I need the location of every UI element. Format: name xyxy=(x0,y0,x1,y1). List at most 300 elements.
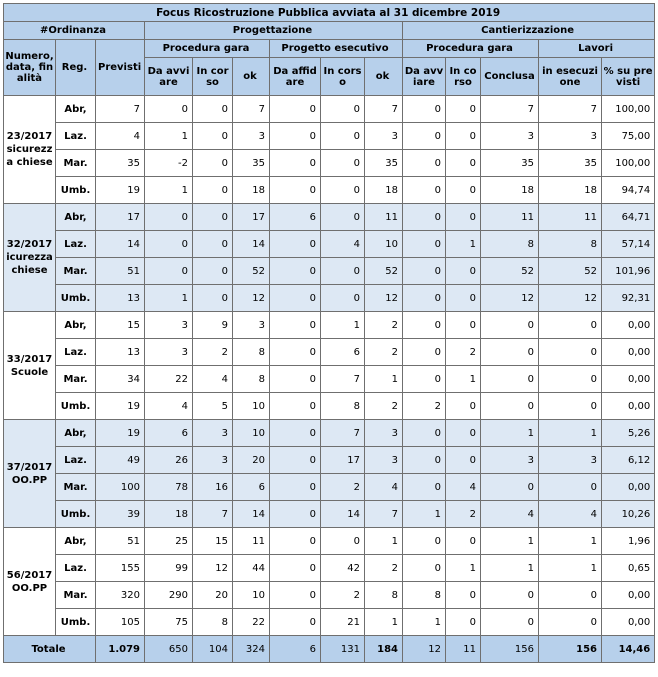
value-cell: 0 xyxy=(321,528,365,555)
region-cell: Mar. xyxy=(56,150,96,177)
total-value: 11 xyxy=(446,636,481,663)
table-row xyxy=(4,123,655,150)
value-cell: 92,31 xyxy=(602,285,655,312)
ok-header: ok xyxy=(233,58,270,96)
value-cell: 78 xyxy=(145,474,193,501)
value-cell: 0 xyxy=(193,258,233,285)
value-cell: 0 xyxy=(446,123,481,150)
ordinanza-label: 32/2017 icurezza chiese xyxy=(4,204,56,312)
value-cell: 0 xyxy=(321,285,365,312)
value-cell: 0 xyxy=(193,96,233,123)
value-cell: 0 xyxy=(403,474,446,501)
value-cell: 0 xyxy=(403,150,446,177)
value-cell: 0 xyxy=(193,177,233,204)
value-cell: 0 xyxy=(193,123,233,150)
value-cell: 12 xyxy=(193,555,233,582)
value-cell: 0 xyxy=(403,447,446,474)
value-cell: 10 xyxy=(233,420,270,447)
value-cell: 0 xyxy=(270,528,321,555)
total-value: 12 xyxy=(403,636,446,663)
value-cell: 0,65 xyxy=(602,555,655,582)
value-cell: 7 xyxy=(539,96,602,123)
value-cell: 0 xyxy=(539,339,602,366)
value-cell: 3 xyxy=(365,447,403,474)
ordinanza-header: #Ordinanza xyxy=(4,22,145,40)
value-cell: 2 xyxy=(365,555,403,582)
value-cell: 0,00 xyxy=(602,339,655,366)
value-cell: 8 xyxy=(193,609,233,636)
value-cell: 0 xyxy=(145,96,193,123)
value-cell: 0 xyxy=(539,312,602,339)
value-cell: 35 xyxy=(539,150,602,177)
value-cell: 4 xyxy=(96,123,145,150)
value-cell: 1 xyxy=(446,366,481,393)
value-cell: 22 xyxy=(233,609,270,636)
value-cell: 5,26 xyxy=(602,420,655,447)
value-cell: 0 xyxy=(481,339,539,366)
value-cell: 0 xyxy=(270,177,321,204)
value-cell: 0 xyxy=(403,96,446,123)
value-cell: 4 xyxy=(321,231,365,258)
value-cell: 13 xyxy=(96,339,145,366)
value-cell: 0 xyxy=(270,420,321,447)
value-cell: 0 xyxy=(481,582,539,609)
value-cell: 290 xyxy=(145,582,193,609)
value-cell: 0 xyxy=(270,285,321,312)
total-value: 131 xyxy=(321,636,365,663)
table-row xyxy=(4,582,655,609)
region-cell: Mar. xyxy=(56,582,96,609)
value-cell: 0 xyxy=(403,420,446,447)
value-cell: 52 xyxy=(481,258,539,285)
table-row xyxy=(4,204,655,231)
value-cell: 4 xyxy=(365,474,403,501)
table-row xyxy=(4,231,655,258)
value-cell: 155 xyxy=(96,555,145,582)
value-cell: 12 xyxy=(233,285,270,312)
conclusa-header: Conclusa xyxy=(481,58,539,96)
value-cell: 22 xyxy=(145,366,193,393)
total-value: 650 xyxy=(145,636,193,663)
value-cell: 0 xyxy=(270,150,321,177)
value-cell: 7 xyxy=(365,96,403,123)
value-cell: 44 xyxy=(233,555,270,582)
total-value: 156 xyxy=(481,636,539,663)
value-cell: 20 xyxy=(193,582,233,609)
value-cell: 52 xyxy=(365,258,403,285)
value-cell: 0 xyxy=(446,312,481,339)
region-cell: Umb. xyxy=(56,393,96,420)
total-value: 1.079 xyxy=(96,636,145,663)
region-cell: Laz. xyxy=(56,123,96,150)
value-cell: 75,00 xyxy=(602,123,655,150)
value-cell: 0,00 xyxy=(602,582,655,609)
value-cell: 2 xyxy=(365,312,403,339)
value-cell: 0 xyxy=(403,555,446,582)
region-cell: Abr, xyxy=(56,312,96,339)
value-cell: 1 xyxy=(481,555,539,582)
region-cell: Abr, xyxy=(56,96,96,123)
value-cell: 35 xyxy=(96,150,145,177)
value-cell: 0 xyxy=(539,582,602,609)
value-cell: 0 xyxy=(403,123,446,150)
value-cell: 34 xyxy=(96,366,145,393)
total-label: Totale xyxy=(4,636,96,663)
value-cell: 3 xyxy=(193,447,233,474)
value-cell: 0 xyxy=(270,366,321,393)
value-cell: 35 xyxy=(365,150,403,177)
in-corso-header: In corso xyxy=(193,58,233,96)
value-cell: 0 xyxy=(403,285,446,312)
region-cell: Umb. xyxy=(56,177,96,204)
value-cell: 14 xyxy=(233,501,270,528)
value-cell: 14 xyxy=(233,231,270,258)
value-cell: 4 xyxy=(539,501,602,528)
value-cell: 1 xyxy=(321,312,365,339)
value-cell: 0 xyxy=(403,231,446,258)
region-cell: Laz. xyxy=(56,447,96,474)
value-cell: 1 xyxy=(365,366,403,393)
value-cell: 0 xyxy=(321,204,365,231)
da-avviare-header: Da avviare xyxy=(403,58,446,96)
value-cell: 19 xyxy=(96,393,145,420)
value-cell: 0 xyxy=(270,393,321,420)
value-cell: 94,74 xyxy=(602,177,655,204)
value-cell: 0,00 xyxy=(602,366,655,393)
table-row xyxy=(4,312,655,339)
value-cell: 5 xyxy=(193,393,233,420)
value-cell: 0 xyxy=(193,231,233,258)
value-cell: 14 xyxy=(96,231,145,258)
value-cell: 2 xyxy=(321,474,365,501)
value-cell: 0 xyxy=(145,204,193,231)
value-cell: 2 xyxy=(446,501,481,528)
value-cell: 11 xyxy=(365,204,403,231)
value-cell: 11 xyxy=(481,204,539,231)
value-cell: 18 xyxy=(145,501,193,528)
value-cell: 52 xyxy=(539,258,602,285)
ordinanza-label: 56/2017 OO.PP xyxy=(4,528,56,636)
value-cell: 11 xyxy=(539,204,602,231)
progettazione-header: Progettazione xyxy=(145,22,403,40)
value-cell: 3 xyxy=(539,123,602,150)
value-cell: 0 xyxy=(145,231,193,258)
value-cell: 4 xyxy=(446,474,481,501)
ricostruzione-table xyxy=(3,3,655,663)
table-title: Focus Ricostruzione Pubblica avviata al 31 dicembre 2019 xyxy=(4,4,655,22)
value-cell: 42 xyxy=(321,555,365,582)
table-row xyxy=(4,285,655,312)
value-cell: 7 xyxy=(321,366,365,393)
value-cell: 0 xyxy=(193,204,233,231)
value-cell: 18 xyxy=(233,177,270,204)
value-cell: 1 xyxy=(145,177,193,204)
da-affidare-header: Da affidare xyxy=(270,58,321,96)
cantierizzazione-header: Cantierizzazione xyxy=(403,22,655,40)
value-cell: 2 xyxy=(403,393,446,420)
value-cell: 1 xyxy=(446,231,481,258)
value-cell: 6 xyxy=(145,420,193,447)
value-cell: 0 xyxy=(446,177,481,204)
table-row xyxy=(4,420,655,447)
value-cell: 0,00 xyxy=(602,474,655,501)
region-cell: Mar. xyxy=(56,258,96,285)
total-value: 324 xyxy=(233,636,270,663)
value-cell: 8 xyxy=(481,231,539,258)
table-row xyxy=(4,258,655,285)
value-cell: 18 xyxy=(539,177,602,204)
value-cell: 11 xyxy=(233,528,270,555)
value-cell: 26 xyxy=(145,447,193,474)
value-cell: 3 xyxy=(481,123,539,150)
value-cell: 3 xyxy=(481,447,539,474)
value-cell: 320 xyxy=(96,582,145,609)
value-cell: 0,00 xyxy=(602,312,655,339)
value-cell: 1 xyxy=(446,555,481,582)
value-cell: 0 xyxy=(270,258,321,285)
value-cell: 0 xyxy=(403,312,446,339)
table-row xyxy=(4,447,655,474)
value-cell: 1 xyxy=(481,420,539,447)
value-cell: 35 xyxy=(481,150,539,177)
value-cell: 8 xyxy=(403,582,446,609)
value-cell: 0,00 xyxy=(602,393,655,420)
region-cell: Laz. xyxy=(56,339,96,366)
ok-header: ok xyxy=(365,58,403,96)
value-cell: 1,96 xyxy=(602,528,655,555)
value-cell: 51 xyxy=(96,258,145,285)
value-cell: 6 xyxy=(233,474,270,501)
total-row xyxy=(4,636,655,663)
value-cell: 1 xyxy=(145,285,193,312)
value-cell: 7 xyxy=(193,501,233,528)
value-cell: 19 xyxy=(96,177,145,204)
value-cell: 0 xyxy=(270,447,321,474)
value-cell: 12 xyxy=(481,285,539,312)
value-cell: 4 xyxy=(193,366,233,393)
value-cell: 0 xyxy=(539,609,602,636)
value-cell: 14 xyxy=(321,501,365,528)
region-cell: Abr, xyxy=(56,420,96,447)
value-cell: 3 xyxy=(365,420,403,447)
value-cell: 3 xyxy=(539,447,602,474)
value-cell: 25 xyxy=(145,528,193,555)
value-cell: 7 xyxy=(481,96,539,123)
table-row xyxy=(4,474,655,501)
value-cell: 10 xyxy=(233,393,270,420)
value-cell: 7 xyxy=(96,96,145,123)
table-row xyxy=(4,609,655,636)
value-cell: 0 xyxy=(446,285,481,312)
value-cell: 8 xyxy=(233,339,270,366)
value-cell: 2 xyxy=(365,393,403,420)
value-cell: 15 xyxy=(193,528,233,555)
total-value: 14,46 xyxy=(602,636,655,663)
value-cell: 18 xyxy=(481,177,539,204)
value-cell: 52 xyxy=(233,258,270,285)
region-cell: Umb. xyxy=(56,609,96,636)
value-cell: 49 xyxy=(96,447,145,474)
table-row xyxy=(4,528,655,555)
value-cell: 0 xyxy=(403,258,446,285)
value-cell: 0 xyxy=(403,204,446,231)
region-cell: Umb. xyxy=(56,285,96,312)
in-corso-header: In corso xyxy=(446,58,481,96)
value-cell: 0 xyxy=(539,474,602,501)
value-cell: 0 xyxy=(481,609,539,636)
value-cell: 10,26 xyxy=(602,501,655,528)
value-cell: 12 xyxy=(539,285,602,312)
value-cell: 2 xyxy=(193,339,233,366)
value-cell: 100,00 xyxy=(602,150,655,177)
value-cell: 8 xyxy=(321,393,365,420)
value-cell: 0 xyxy=(270,501,321,528)
lavori-header: Lavori xyxy=(539,40,655,58)
value-cell: 7 xyxy=(321,420,365,447)
value-cell: 2 xyxy=(365,339,403,366)
value-cell: 0 xyxy=(481,474,539,501)
in-corso-header: In corso xyxy=(321,58,365,96)
report-container xyxy=(3,3,655,663)
value-cell: 57,14 xyxy=(602,231,655,258)
value-cell: 0 xyxy=(446,528,481,555)
value-cell: 4 xyxy=(145,393,193,420)
value-cell: 100 xyxy=(96,474,145,501)
value-cell: 0 xyxy=(321,177,365,204)
value-cell: 35 xyxy=(233,150,270,177)
value-cell: 0 xyxy=(270,609,321,636)
value-cell: 1 xyxy=(365,528,403,555)
value-cell: 6,12 xyxy=(602,447,655,474)
numero-header: Numero, data, finalità xyxy=(4,40,56,96)
value-cell: 1 xyxy=(403,501,446,528)
table-row xyxy=(4,393,655,420)
value-cell: 3 xyxy=(193,420,233,447)
previsti-header: Previsti xyxy=(96,40,145,96)
value-cell: 0,00 xyxy=(602,609,655,636)
value-cell: 0 xyxy=(446,96,481,123)
value-cell: 0 xyxy=(321,96,365,123)
region-cell: Abr, xyxy=(56,528,96,555)
table-row xyxy=(4,366,655,393)
value-cell: 3 xyxy=(365,123,403,150)
value-cell: 3 xyxy=(233,312,270,339)
progetto-esecutivo-header: Progetto esecutivo xyxy=(270,40,403,58)
value-cell: 3 xyxy=(233,123,270,150)
region-cell: Mar. xyxy=(56,366,96,393)
value-cell: 0 xyxy=(270,231,321,258)
value-cell: 0 xyxy=(403,528,446,555)
value-cell: 0 xyxy=(446,420,481,447)
region-cell: Mar. xyxy=(56,474,96,501)
value-cell: -2 xyxy=(145,150,193,177)
value-cell: 1 xyxy=(403,609,446,636)
value-cell: 1 xyxy=(481,528,539,555)
value-cell: 0 xyxy=(270,123,321,150)
value-cell: 1 xyxy=(145,123,193,150)
value-cell: 64,71 xyxy=(602,204,655,231)
value-cell: 10 xyxy=(233,582,270,609)
value-cell: 39 xyxy=(96,501,145,528)
ordinanza-label: 23/2017 sicurezza chiese xyxy=(4,96,56,204)
value-cell: 0 xyxy=(270,96,321,123)
value-cell: 0 xyxy=(321,150,365,177)
value-cell: 0 xyxy=(446,582,481,609)
value-cell: 0 xyxy=(270,555,321,582)
value-cell: 3 xyxy=(145,339,193,366)
value-cell: 17 xyxy=(321,447,365,474)
table-row xyxy=(4,501,655,528)
region-cell: Umb. xyxy=(56,501,96,528)
da-avviare-header: Da avviare xyxy=(145,58,193,96)
value-cell: 0 xyxy=(446,609,481,636)
value-cell: 1 xyxy=(539,420,602,447)
value-cell: 8 xyxy=(365,582,403,609)
value-cell: 17 xyxy=(233,204,270,231)
value-cell: 1 xyxy=(539,555,602,582)
value-cell: 10 xyxy=(365,231,403,258)
ordinanza-label: 37/2017 OO.PP xyxy=(4,420,56,528)
value-cell: 0 xyxy=(446,447,481,474)
value-cell: 0 xyxy=(270,582,321,609)
value-cell: 17 xyxy=(96,204,145,231)
value-cell: 19 xyxy=(96,420,145,447)
table-row xyxy=(4,96,655,123)
value-cell: 6 xyxy=(321,339,365,366)
value-cell: 1 xyxy=(539,528,602,555)
value-cell: 0 xyxy=(539,393,602,420)
value-cell: 0 xyxy=(403,339,446,366)
value-cell: 0 xyxy=(193,150,233,177)
value-cell: 0 xyxy=(321,123,365,150)
table-row xyxy=(4,555,655,582)
value-cell: 0 xyxy=(539,366,602,393)
value-cell: 6 xyxy=(270,204,321,231)
value-cell: 0 xyxy=(145,258,193,285)
value-cell: 1 xyxy=(365,609,403,636)
value-cell: 100,00 xyxy=(602,96,655,123)
value-cell: 18 xyxy=(365,177,403,204)
value-cell: 2 xyxy=(446,339,481,366)
perc-previsti-header: % su previsti xyxy=(602,58,655,96)
value-cell: 0 xyxy=(481,393,539,420)
procedura-gara-header: Procedura gara xyxy=(145,40,270,58)
value-cell: 8 xyxy=(539,231,602,258)
value-cell: 0 xyxy=(403,177,446,204)
value-cell: 12 xyxy=(365,285,403,312)
region-cell: Abr, xyxy=(56,204,96,231)
total-value: 6 xyxy=(270,636,321,663)
value-cell: 105 xyxy=(96,609,145,636)
in-esecuzione-header: in esecuzione xyxy=(539,58,602,96)
value-cell: 20 xyxy=(233,447,270,474)
value-cell: 0 xyxy=(270,312,321,339)
value-cell: 0 xyxy=(193,285,233,312)
value-cell: 8 xyxy=(233,366,270,393)
total-value: 104 xyxy=(193,636,233,663)
value-cell: 0 xyxy=(446,204,481,231)
reg-header: Reg. xyxy=(56,40,96,96)
value-cell: 2 xyxy=(321,582,365,609)
value-cell: 16 xyxy=(193,474,233,501)
value-cell: 0 xyxy=(481,312,539,339)
value-cell: 9 xyxy=(193,312,233,339)
value-cell: 0 xyxy=(446,393,481,420)
table-row xyxy=(4,177,655,204)
total-value: 184 xyxy=(365,636,403,663)
total-value: 156 xyxy=(539,636,602,663)
value-cell: 3 xyxy=(145,312,193,339)
